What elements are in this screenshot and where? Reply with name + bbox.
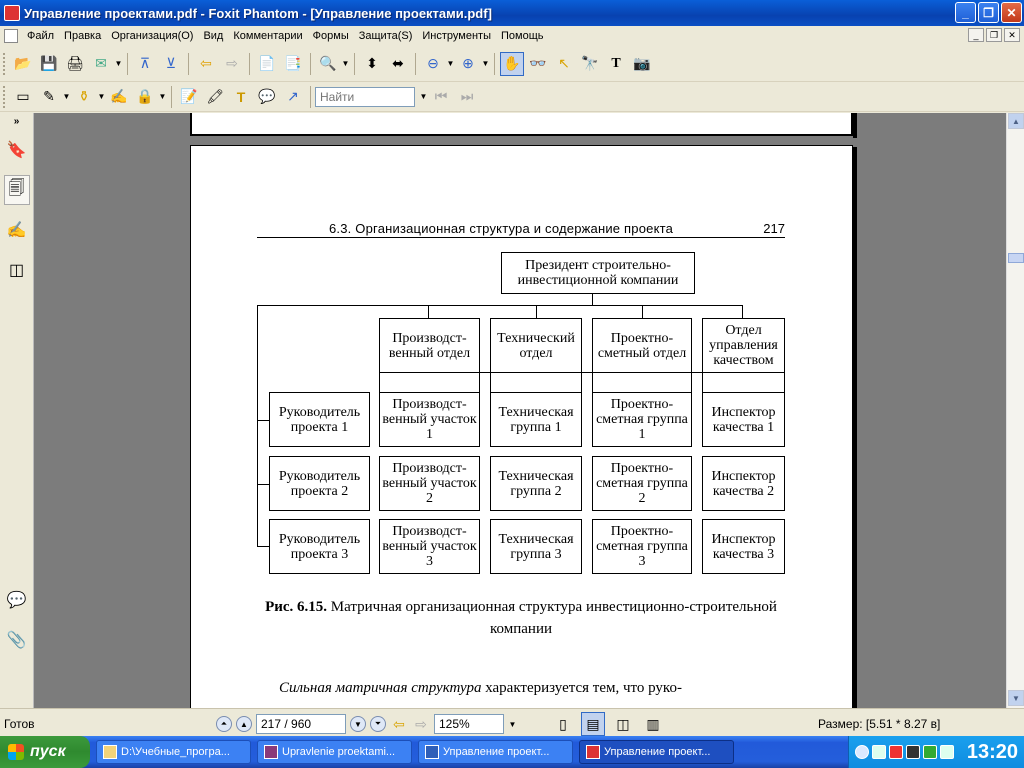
page-number: 217 (763, 221, 785, 236)
menu-comments[interactable]: Комментарии (233, 30, 303, 42)
connector-line (257, 546, 269, 547)
lock-dropdown-icon[interactable]: ▼ (158, 92, 167, 101)
tray-volume-icon[interactable] (940, 745, 954, 759)
running-head-title: 6.3. Организационная структура и содержание проекта (329, 221, 674, 236)
facing-icon[interactable]: ◫ (616, 715, 630, 732)
connector-line (257, 484, 269, 485)
start-button[interactable] (0, 736, 90, 768)
org-department-box: Технический отдел (490, 318, 582, 373)
hand-tool-icon[interactable]: ✋ (500, 52, 524, 76)
tray-app-icon[interactable] (906, 745, 920, 759)
menu-file[interactable]: Файл (27, 30, 55, 42)
page-navigation (216, 712, 666, 736)
windows-logo-icon (8, 744, 24, 760)
word-document-icon (425, 745, 439, 759)
zoom-dropdown-icon[interactable]: ▼ (508, 719, 517, 729)
last-page-icon[interactable]: ⏷ (370, 716, 386, 732)
open-folder-icon[interactable]: 📂 (14, 55, 32, 71)
title-bar (0, 0, 1024, 26)
org-unit-box: Производст-венный участок 2 (379, 456, 480, 511)
doc-minimize-button[interactable]: _ (968, 28, 984, 42)
zoom-out-dropdown-icon[interactable]: ▼ (446, 59, 455, 68)
org-unit-box: Производст-венный участок 1 (379, 392, 480, 447)
paragraph-text: характеризуется тем, что руко- (485, 680, 682, 696)
figure-caption-text: Матричная организационная структура инвестиционно-строительной компании (330, 599, 777, 637)
foxit-app-icon[interactable] (4, 5, 20, 21)
find-next-icon[interactable]: ⏭ (460, 88, 474, 104)
stamp-dropdown-icon[interactable]: ▼ (97, 92, 106, 101)
zoom-in-icon[interactable]: ⊕ (462, 55, 474, 71)
folder-icon (103, 745, 117, 759)
doc-close-button[interactable]: ✕ (1004, 28, 1020, 42)
fit-page-icon[interactable]: ⬍ (366, 55, 378, 71)
pages-icon[interactable]: 🗐 (4, 175, 30, 205)
menu-bar (0, 26, 1024, 46)
scroll-up-icon[interactable]: ▲ (1008, 113, 1024, 129)
connector-line (702, 372, 703, 392)
snapshot-loupe-icon[interactable]: 👓 (529, 55, 547, 71)
typewriter-icon[interactable]: 📝 (180, 88, 198, 104)
select-arrow-icon[interactable]: ↖ (558, 55, 570, 71)
connector-line (592, 372, 593, 392)
insert-page-icon[interactable]: 📑 (284, 55, 302, 71)
email-dropdown-icon[interactable]: ▼ (114, 59, 123, 68)
taskbar-item-label: Управление проект... (443, 746, 550, 758)
menu-tools[interactable]: Инструменты (422, 30, 491, 42)
expand-panel-icon[interactable]: » (13, 115, 20, 127)
document-viewport[interactable] (34, 113, 1006, 708)
arrow-icon[interactable]: ↗ (287, 88, 299, 104)
org-president-box: Президент строительно-инвестиционной компании (501, 252, 695, 294)
signatures-icon[interactable]: ✍ (6, 222, 27, 239)
org-manager-box: Руководитель проекта 3 (269, 519, 370, 574)
note-icon[interactable]: 💬 (258, 88, 276, 104)
page-size-text: Размер: [5.51 * 8.27 в] (818, 717, 941, 731)
continuous-icon[interactable]: ▤ (581, 712, 605, 736)
connector-line (257, 420, 269, 421)
nav-forward-icon[interactable]: ⇨ (415, 715, 427, 732)
org-department-box: Проектно-сметный отдел (592, 318, 692, 373)
toolbar-separator (249, 53, 250, 75)
org-manager-box: Руководитель проекта 2 (269, 456, 370, 511)
edit-document-icon[interactable]: ✎ (43, 88, 55, 104)
attachments-icon[interactable]: 📎 (6, 632, 27, 649)
bookmarks-icon[interactable]: 🔖 (6, 142, 27, 159)
start-label: пуск (30, 743, 66, 760)
org-unit-box: Техническая группа 3 (490, 519, 582, 574)
org-unit-box: Производст-венный участок 3 (379, 519, 480, 574)
zoom-in-dropdown-icon[interactable]: ▼ (481, 59, 490, 68)
taskbar-item[interactable] (418, 740, 573, 764)
org-unit-box: Техническая группа 2 (490, 456, 582, 511)
tray-security-icon[interactable] (923, 745, 937, 759)
tray-network-icon[interactable] (872, 745, 886, 759)
taskbar-item-label: Upravlenie proektami... (282, 746, 396, 758)
connector-line (490, 372, 491, 392)
previous-page (190, 113, 853, 136)
org-unit-box: Инспектор качества 3 (702, 519, 785, 574)
menu-view[interactable]: Вид (203, 30, 224, 42)
taskbar-item[interactable] (257, 740, 412, 764)
connector-line (784, 372, 785, 392)
org-unit-box: Проектно-сметная группа 3 (592, 519, 692, 574)
paragraph-italic-text: Сильная матричная структура (279, 680, 482, 696)
toolbar-grip[interactable] (3, 53, 7, 75)
comment-toolbar (0, 82, 1024, 112)
extract-page-icon[interactable]: 📄 (258, 55, 276, 71)
toolbar-separator (310, 86, 311, 108)
menu-help[interactable]: Помощь (500, 30, 544, 42)
pdf-page (190, 145, 853, 708)
find-input[interactable] (315, 87, 415, 107)
minimize-button[interactable]: _ (955, 2, 976, 23)
toolbar-separator (171, 86, 172, 108)
taskbar (0, 736, 1024, 768)
find-dropdown-icon[interactable]: ▼ (419, 92, 428, 101)
print-icon[interactable]: 🖨 (66, 55, 84, 71)
lock-icon[interactable]: 🔒 (136, 88, 154, 104)
menu-organize[interactable]: Организация(O) (111, 30, 194, 42)
main-toolbar (0, 46, 1024, 82)
taskbar-item-label: D:\Учебные_програ... (121, 746, 230, 758)
toolbar-separator (494, 53, 495, 75)
vertical-scrollbar[interactable] (1006, 113, 1024, 708)
tray-flag-icon[interactable] (889, 745, 903, 759)
menu-forms[interactable]: Формы (312, 30, 349, 42)
zoom-tool-icon[interactable]: 🔍 (319, 55, 337, 71)
find-previous-icon[interactable]: ⏮ (434, 88, 448, 104)
zoom-tool-dropdown-icon[interactable]: ▼ (341, 59, 350, 68)
page-number-field[interactable]: 217 / 960 (256, 714, 346, 734)
window-title: Управление проектами.pdf - Foxit Phantom - [Управление проектами.pdf] (24, 5, 492, 21)
status-bar (0, 708, 1024, 736)
status-ready: Готов (4, 717, 35, 731)
menu-protect[interactable]: Защита(S) (358, 30, 413, 42)
connector-line (257, 305, 743, 306)
toolbar-separator (415, 53, 416, 75)
org-chart (191, 146, 854, 606)
scroll-down-icon[interactable]: ▼ (1008, 690, 1024, 706)
figure-caption (251, 596, 791, 640)
org-unit-box: Проектно-сметная группа 2 (592, 456, 692, 511)
connector-line (536, 305, 537, 319)
navigation-panel (0, 113, 34, 708)
toolbar-grip[interactable] (3, 86, 7, 108)
forward-icon[interactable]: ⇨ (226, 55, 238, 71)
figure-label: Рис. 6.15. (265, 599, 328, 615)
connector-line (379, 372, 380, 392)
connector-line (691, 372, 692, 392)
toolbar-separator (127, 53, 128, 75)
body-paragraph (279, 680, 799, 697)
connector-line (742, 305, 743, 319)
zoom-field[interactable]: 125% (434, 714, 504, 734)
stamp-icon[interactable]: ⚱ (78, 88, 90, 104)
org-unit-box: Инспектор качества 2 (702, 456, 785, 511)
email-icon[interactable]: ✉ (95, 55, 107, 71)
comments-panel-icon[interactable]: 💬 (6, 592, 27, 609)
layers-icon[interactable]: ◫ (8, 262, 25, 279)
edit-dropdown-icon[interactable]: ▼ (62, 92, 71, 101)
toolbar-separator (310, 53, 311, 75)
page-up-icon[interactable]: ⊼ (139, 55, 151, 71)
connector-line (428, 305, 429, 319)
taskbar-item-label: Управление проект... (604, 746, 711, 758)
previous-page-icon[interactable]: ▲ (236, 716, 252, 732)
text-select-icon[interactable]: T (611, 55, 621, 71)
next-page-icon[interactable]: ▼ (350, 716, 366, 732)
connector-line (257, 305, 258, 547)
menu-edit[interactable]: Правка (64, 30, 102, 42)
foxit-task-icon (586, 745, 600, 759)
nav-back-icon[interactable]: ⇦ (393, 715, 405, 732)
org-department-box: Отдел управления качеством (702, 318, 785, 373)
org-unit-box: Техническая группа 1 (490, 392, 582, 447)
system-tray (848, 736, 1024, 768)
find-binoculars-icon[interactable]: 🔭 (581, 55, 599, 71)
highlight-icon[interactable]: 🖍 (206, 88, 224, 104)
page-layout-icon[interactable]: ▭ (16, 88, 30, 104)
tray-arrow-icon[interactable] (855, 745, 869, 759)
back-icon[interactable]: ⇦ (200, 55, 212, 71)
textbox-icon[interactable]: T (236, 88, 246, 105)
zoom-out-icon[interactable]: ⊖ (427, 55, 439, 71)
connector-line (581, 372, 582, 392)
org-unit-box: Инспектор качества 1 (702, 392, 785, 447)
org-manager-box: Руководитель проекта 1 (269, 392, 370, 447)
first-page-icon[interactable]: ⏶ (216, 716, 232, 732)
scrollbar-thumb[interactable] (1008, 253, 1024, 263)
document-icon[interactable] (4, 29, 18, 43)
doc-restore-button[interactable]: ❐ (986, 28, 1002, 42)
single-page-icon[interactable]: ▯ (559, 715, 567, 732)
toolbar-separator (188, 53, 189, 75)
clock: 13:20 (966, 740, 1018, 763)
restore-button[interactable]: ❐ (978, 2, 999, 23)
connector-line (479, 372, 480, 392)
save-icon[interactable]: 💾 (40, 55, 58, 71)
org-unit-box: Проектно-сметная группа 1 (592, 392, 692, 447)
fit-width-icon[interactable]: ⬌ (392, 55, 404, 71)
taskbar-item-active[interactable] (579, 740, 734, 764)
connector-line (642, 305, 643, 319)
taskbar-item[interactable] (96, 740, 251, 764)
winrar-icon (264, 745, 278, 759)
toolbar-separator (354, 53, 355, 75)
sign-icon[interactable]: ✍ (110, 88, 128, 104)
close-button[interactable]: ✕ (1001, 2, 1022, 23)
org-department-box: Производст-венный отдел (379, 318, 480, 373)
page-down-icon[interactable]: ⊻ (165, 55, 177, 71)
continuous-facing-icon[interactable]: ▥ (646, 715, 660, 732)
snapshot-camera-icon[interactable]: 📷 (633, 55, 651, 71)
